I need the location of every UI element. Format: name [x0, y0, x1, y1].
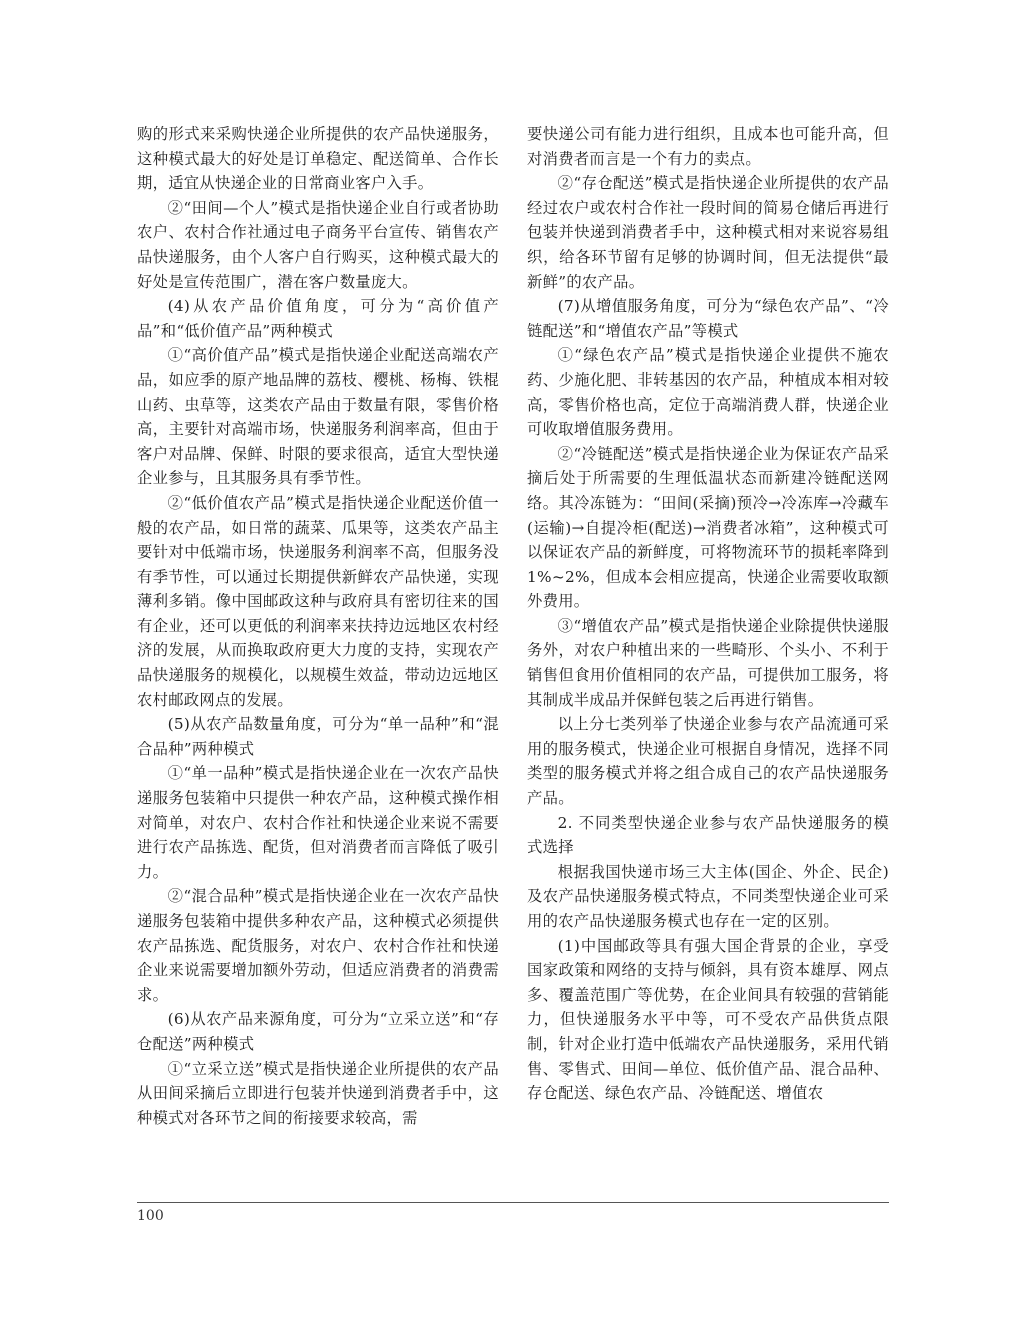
paragraph: ①“绿色农产品”模式是指快递企业提供不施农药、少施化肥、非转基因的农产品，种植成本相对较高，零售价格也高，定位于高端消费人群，快递企业可收取增值服务费用。: [527, 346, 889, 439]
paragraph: 购的形式来采购快递企业所提供的农产品快递服务，这种模式最大的好处是订单稳定、配送简单、合作长期，适宜从快递企业的日常商业客户入手。: [137, 125, 499, 193]
section-heading: (6)从农产品来源角度，可分为“立采立送”和“存仓配送”两种模式: [137, 1010, 499, 1053]
paragraph: ①“高价值产品”模式是指快递企业配送高端农产品，如应季的原产地品牌的荔枝、樱桃、杨梅、铁棍山药、虫草等，这类农产品由于数量有限，零售价格高，主要针对高端市场，快递服务利润率高，但由于客户对品牌、保鲜、时限的要求很高，适宜大型快递企业参与，且其服务具有季节性。: [137, 346, 499, 488]
section-heading: (7)从增值服务角度，可分为“绿色农产品”、“冷链配送”和“增值农产品”等模式: [527, 297, 889, 340]
paragraph: ②“混合品种”模式是指快递企业在一次农产品快递服务包装箱中提供多种农产品，这种模式必须提供农产品拣选、配货服务，对农户、农村合作社和快递企业来说需要增加额外劳动，但适应消费者的消费需求。: [137, 887, 499, 1004]
left-column: [137, 122, 499, 1130]
paragraph: 根据我国快递市场三大主体(国企、外企、民企)及农产品快递服务模式特点，不同类型快递企业可采用的农产品快递服务模式也存在一定的区别。: [527, 862, 889, 930]
paragraph: 以上分七类列举了快递企业参与农产品流通可采用的服务模式，快递企业可根据自身情况，选择不同类型的服务模式并将之组合成自己的农产品快递服务产品。: [527, 715, 889, 808]
page-number: 100: [137, 1208, 164, 1224]
paragraph: ②“存仓配送”模式是指快递企业所提供的农产品经过农户或农村合作社一段时间的简易仓储后再进行包装并快递到消费者手中，这种模式相对来说容易组织，给各环节留有足够的协调时间，但无法提供“最新鲜”的农产品。: [527, 174, 889, 291]
paragraph: ①“单一品种”模式是指快递企业在一次农产品快递服务包装箱中只提供一种农产品，这种模式操作相对简单，对农户、农村合作社和快递企业来说不需要进行农产品拣选、配货，但对消费者而言降低了吸引力。: [137, 764, 499, 881]
subsection-heading: 2. 不同类型快递企业参与农产品快递服务的模式选择: [527, 813, 889, 857]
section-heading: (5)从农产品数量角度，可分为“单一品种”和“混合品种”两种模式: [137, 715, 499, 758]
paragraph: ②“冷链配送”模式是指快递企业为保证农产品采摘后处于所需要的生理低温状态而新建冷链配送网络。其冷冻链为：“田间(采摘)预冷→冷冻库→冷藏车(运输)→自提冷柜(配送)→消费者冰箱”，这种模式可以保证农产品的新鲜度，可将物流环节的损耗率降到1%~2%，但成本会相应提高，快递企业需要收取额外费用。: [527, 444, 889, 611]
section-heading: (4)从农产品价值角度，可分为“高价值产品”和“低价值产品”两种模式: [137, 297, 499, 340]
paragraph: ①“立采立送”模式是指快递企业所提供的农产品从田间采摘后立即进行包装并快递到消费者手中，这种模式对各环节之间的衔接要求较高，需: [137, 1059, 499, 1127]
footer-rule: [137, 1202, 889, 1203]
paragraph: ②“田间—个人”模式是指快递企业自行或者协助农户、农村合作社通过电子商务平台宣传、销售农产品快递服务，由个人客户自行购买，这种模式最大的好处是宣传范围广，潜在客户数量庞大。: [137, 198, 499, 291]
paragraph: (1)中国邮政等具有强大国企背景的企业，享受国家政策和网络的支持与倾斜，具有资本雄厚、网点多、覆盖范围广等优势，在企业间具有较强的营销能力，但快递服务水平中等，可不受农产品供货点限制，针对企业打造中低端农产品快递服务，采用代销售、零售式、田间—单位、低价值产品、混合品种、存仓配送、绿色农产品、冷链配送、增值农: [527, 936, 889, 1103]
paragraph: ③“增值农产品”模式是指快递企业除提供快递服务外，对农户种植出来的一些畸形、个头小、不利于销售但食用价值相同的农产品，可提供加工服务，将其制成半成品并保鲜包装之后再进行销售。: [527, 616, 889, 709]
right-column: [527, 122, 889, 1106]
paragraph: ②“低价值农产品”模式是指快递企业配送价值一般的农产品，如日常的蔬菜、瓜果等，这类农产品主要针对中低端市场，快递服务利润率不高，但服务没有季节性，可以通过长期提供新鲜农产品快递，实现薄利多销。像中国邮政这种与政府具有密切往来的国有企业，还可以更低的利润率来扶持边远地区农村经济的发展，从而换取政府更大力度的支持，实现农产品快递服务的规模化，以规模生效益，带动边远地区农村邮政网点的发展。: [137, 493, 499, 709]
paragraph: 要快递公司有能力进行组织，且成本也可能升高，但对消费者而言是一个有力的卖点。: [527, 125, 889, 168]
